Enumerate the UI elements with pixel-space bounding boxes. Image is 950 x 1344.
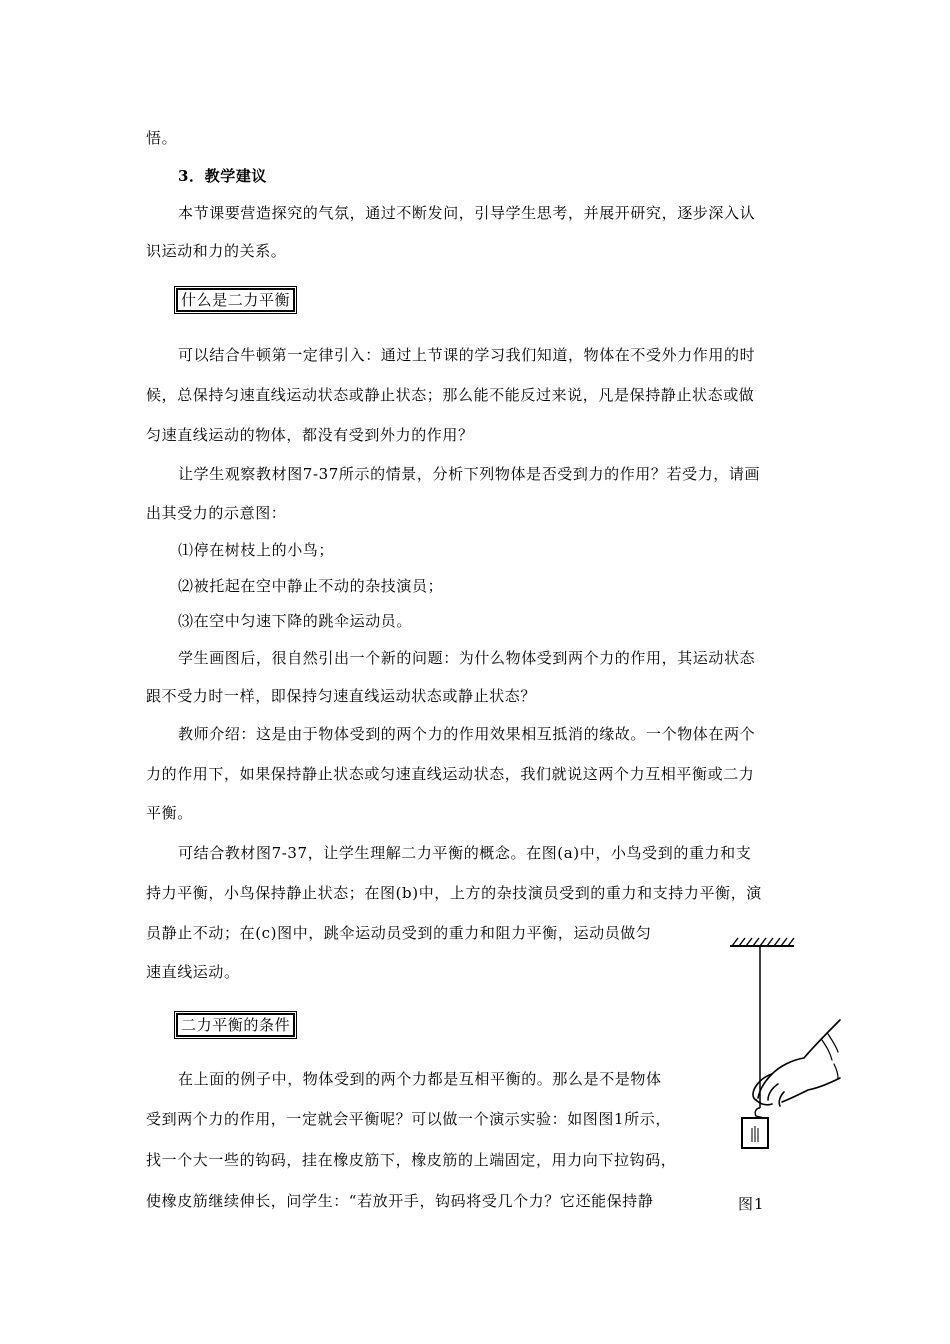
text-line: 找一个大一些的钩码，挂在橡皮筋下，橡皮筋的上端固定，用力向下拉钩码， bbox=[146, 1151, 677, 1169]
figure-caption: 图1 bbox=[738, 1195, 765, 1213]
text-line: 跟不受力时一样，即保持匀速直线运动状态或静止状态？ bbox=[146, 687, 537, 705]
text-line: 悟。 bbox=[146, 129, 178, 147]
text-line: 在上面的例子中，物体受到的两个力都是互相平衡的。那么是不是物体 bbox=[178, 1070, 662, 1088]
boxed-heading-balance-conditions: 二力平衡的条件 bbox=[176, 1013, 295, 1037]
text-line: 本节课要营造探究的气氛，通过不断发问，引导学生思考，并展开研究，逐步深入认 bbox=[178, 204, 756, 222]
text-line: 候，总保持匀速直线运动状态或静止状态；那么能不能反过来说，凡是保持静止状态或做 bbox=[146, 386, 755, 404]
text-line: 持力平衡，小鸟保持静止状态；在图(b)中，上方的杂技演员受到的重力和支持力平衡，演 bbox=[146, 884, 762, 902]
section-heading: 3．教学建议 bbox=[178, 167, 268, 185]
hand-icon bbox=[753, 1020, 840, 1106]
hook-weight-icon bbox=[742, 1108, 768, 1148]
text-line: 使橡皮筋继续伸长，问学生：“若放开手，钩码将受几个力？它还能保持静 bbox=[146, 1192, 654, 1210]
text-line: 让学生观察教材图7-37所示的情景，分析下列物体是否受到力的作用？若受力，请画 bbox=[178, 465, 761, 483]
ceiling-hatch-icon bbox=[730, 938, 794, 946]
text-line: 识运动和力的关系。 bbox=[146, 242, 287, 260]
text-line: 学生画图后，很自然引出一个新的问题：为什么物体受到两个力的作用，其运动状态 bbox=[178, 649, 756, 667]
figure-rubber-band-hook bbox=[722, 928, 842, 1178]
text-line: 匀速直线运动的物体，都没有受到外力的作用？ bbox=[146, 426, 474, 444]
text-line: 可以结合牛顿第一定律引入：通过上节课的学习我们知道，物体在不受外力作用的时 bbox=[178, 346, 756, 364]
text-line: 力的作用下，如果保持静止状态或匀速直线运动状态，我们就说这两个力互相平衡或二力 bbox=[146, 765, 755, 783]
text-line: 可结合教材图7-37，让学生理解二力平衡的概念。在图(a)中，小鸟受到的重力和支 bbox=[178, 844, 752, 862]
list-item: ⑶在空中匀速下降的跳伞运动员。 bbox=[178, 612, 413, 630]
list-item: ⑵被托起在空中静止不动的杂技演员； bbox=[178, 577, 444, 595]
list-item: ⑴停在树枝上的小鸟； bbox=[178, 541, 335, 559]
text-line: 员静止不动；在(c)图中，跳伞运动员受到的重力和阻力平衡，运动员做匀 bbox=[146, 924, 652, 942]
text-line: 教师介绍：这是由于物体受到的两个力的作用效果相互抵消的缘故。一个物体在两个 bbox=[178, 725, 756, 743]
text-line: 出其受力的示意图： bbox=[146, 504, 287, 522]
boxed-heading-what-is-balance: 什么是二力平衡 bbox=[176, 288, 295, 312]
text-line: 速直线运动。 bbox=[146, 963, 240, 981]
text-line: 受到两个力的作用，一定就会平衡呢？可以做一个演示实验：如图图1所示， bbox=[146, 1110, 671, 1128]
text-line: 平衡。 bbox=[146, 804, 193, 822]
